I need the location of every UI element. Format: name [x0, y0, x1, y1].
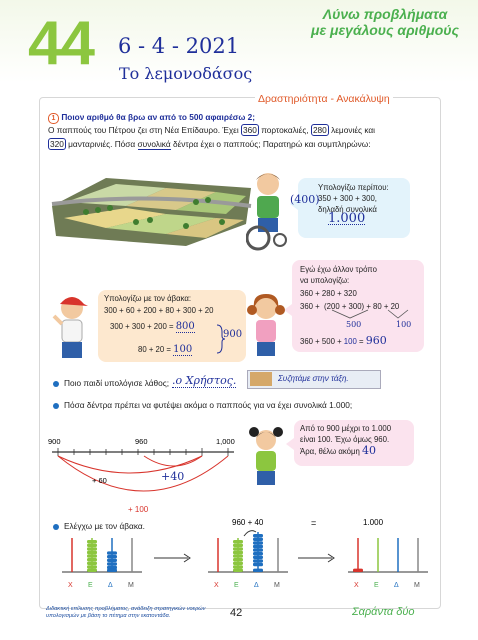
col-label-thousands: Χ: [68, 582, 73, 589]
col-label-units: Μ: [128, 582, 134, 589]
text-fragment: λεμονιές και: [328, 125, 376, 135]
col-label-tens: Δ: [394, 582, 399, 589]
arc-plus100: [58, 456, 228, 491]
text-fragment: 360 + 500 +: [300, 337, 344, 346]
col-label-thousands: Χ: [214, 582, 219, 589]
col-label-hundreds: Ε: [374, 582, 379, 589]
problem-statement: [48, 111, 438, 150]
fill-100: 100: [343, 337, 357, 346]
estimate-line-2: 350 + 300 + 300,: [318, 194, 377, 203]
method-brackets: [292, 308, 424, 322]
abacus-line-3: [110, 321, 195, 332]
subject: Το λεμονοδάσος: [119, 64, 253, 83]
boy-with-cap: [50, 290, 94, 368]
discuss-banner: [247, 370, 381, 389]
col-label-units: Μ: [414, 582, 420, 589]
text-fragment: =: [356, 337, 366, 346]
brace-total-900: 900: [223, 329, 243, 340]
abacus-line-2: 300 + 60 + 200 + 80 + 300 + 20: [104, 306, 214, 315]
title-line-1: Λύνω προβλήματα: [322, 6, 448, 22]
label-900: 900: [48, 437, 61, 446]
label-1000: 1,000: [216, 437, 235, 446]
wrong-question: Ποιο παιδί υπολόγισε λάθος;: [64, 378, 170, 388]
method-answer: 960: [365, 334, 387, 347]
orchard-illustration: [46, 166, 256, 250]
girl-with-buns: [246, 422, 286, 496]
girl2-bubble: [294, 420, 414, 466]
activity-label: Δραστηριότητα - Ανακάλυψη: [255, 93, 393, 105]
bubble-tail: [286, 438, 294, 450]
classroom-icon: [250, 372, 272, 386]
bullet-icon: [53, 381, 59, 387]
handwritten-400: (400): [290, 193, 320, 206]
method-line-5: [300, 335, 387, 347]
col-label-hundreds: Ε: [88, 582, 93, 589]
abacus-check-expr: 960 + 40: [232, 518, 264, 527]
footer-note-line-1: Διδακτική επίλυσης προβλήματος, ανάδειξη στρατηγικών νοερών: [46, 606, 206, 612]
label-plus60: + 60: [92, 476, 107, 485]
wrong-answer: .ο Χρήστος.: [172, 374, 237, 387]
under-100: 100: [396, 320, 412, 329]
abacus-diagrams: [58, 528, 438, 580]
method-line-4: 360 + (200 + 300) + 80 + 20: [300, 302, 400, 311]
number-320: 320: [50, 139, 64, 149]
word-total: συνολικά: [137, 139, 171, 149]
label-960: 960: [135, 437, 148, 446]
abacus-answer-100: 100: [173, 344, 193, 355]
col-label-tens: Δ: [108, 582, 113, 589]
girl2-line-3: [300, 445, 376, 457]
number-280: 280: [312, 125, 327, 135]
method-line-3: 360 + 280 + 320: [300, 289, 357, 298]
page-number-words: Σαράντα δύο: [352, 606, 415, 618]
text-fragment: πορτοκαλιές,: [258, 125, 311, 135]
girl2-line-2: είναι 100. Έχω όμως 960.: [300, 435, 390, 444]
footer-note: [46, 606, 205, 620]
estimate-line-1: Υπολογίζω περίπου:: [318, 183, 389, 192]
text-fragment: 80 + 20 =: [138, 345, 174, 354]
warmup-question: [48, 111, 438, 124]
girl-with-pigtails: [244, 290, 288, 368]
problem-line-1: [48, 124, 438, 136]
page-number: 42: [230, 607, 243, 619]
abacus-check-text: Ελέγχω με τον άβακα.: [64, 521, 145, 531]
brace-icon: [216, 324, 226, 354]
estimate-answer: 1.000: [328, 211, 366, 226]
method-line-1: Εγώ έχω άλλον τρόπο: [300, 265, 377, 274]
text-fragment: 300 + 300 + 200 =: [110, 322, 176, 331]
abacus-result: [348, 538, 428, 572]
label-plus40: +40: [161, 470, 185, 483]
col-label-thousands: Χ: [354, 582, 359, 589]
estimate-bubble: [298, 178, 410, 238]
bullet-icon: [53, 403, 59, 409]
estimate-line-3: δηλαδή συνολικά: [318, 205, 377, 214]
footer-note-line-2: υπολογισμών με βάση το πέτημα στην εκατοντάδα.: [46, 613, 171, 619]
text-fragment: μανταρινιές. Πόσα: [65, 139, 138, 149]
discuss-text: Συζητάμε στην τάξη.: [278, 374, 349, 383]
problem-line-2: [48, 138, 438, 150]
abacus-start: [62, 538, 142, 572]
under-500: 500: [346, 320, 362, 329]
method-line-2: να υπολογίζω:: [300, 276, 350, 285]
lesson-number: 44: [28, 9, 93, 78]
date: 6 - 4 - 2021: [118, 34, 240, 58]
arc-plus40: [144, 456, 202, 466]
question-text: Ποιον αριθμό θα βρω αν από το 500 αφαιρέσω 2;: [61, 112, 256, 122]
text-fragment: Άρα, θέλω ακόμη: [300, 447, 362, 456]
abacus-check-result: 1.000: [363, 518, 384, 527]
col-label-units: Μ: [274, 582, 280, 589]
girl2-line-1: Από το 900 μέχρι το 1.000: [300, 424, 392, 433]
title-line-2: με μεγάλους αριθμούς: [311, 22, 459, 38]
abacus-line-1: Υπολογίζω με τον άβακα:: [104, 294, 192, 303]
girl2-answer: 40: [361, 444, 376, 457]
abacus-bubble: [98, 290, 246, 362]
col-label-hundreds: Ε: [234, 582, 239, 589]
abacus-line-4: [138, 344, 192, 355]
abacus-answer-800: 800: [175, 321, 195, 332]
problem-number: 1: [48, 113, 59, 124]
col-label-tens: Δ: [254, 582, 259, 589]
abacus-check-eq: =: [311, 518, 317, 528]
text-fragment: δέντρα έχει ο παππούς; Παρατηρώ και συμπληρώνω:: [170, 139, 371, 149]
method-bubble: [292, 260, 424, 352]
text-fragment: Ο παππούς του Πέτρου ζει στη Νέα Επίδαυρο. Έχει: [48, 125, 242, 135]
abacus-middle: [208, 531, 288, 572]
boy-in-wheelchair: [246, 168, 290, 252]
more-question: Πόσα δέντρα πρέπει να φυτέψει ακόμα ο παππούς για να έχει συνολικά 1.000;: [64, 400, 353, 410]
label-plus100: + 100: [128, 505, 149, 514]
number-360: 360: [243, 125, 257, 135]
page-title: [300, 6, 470, 38]
